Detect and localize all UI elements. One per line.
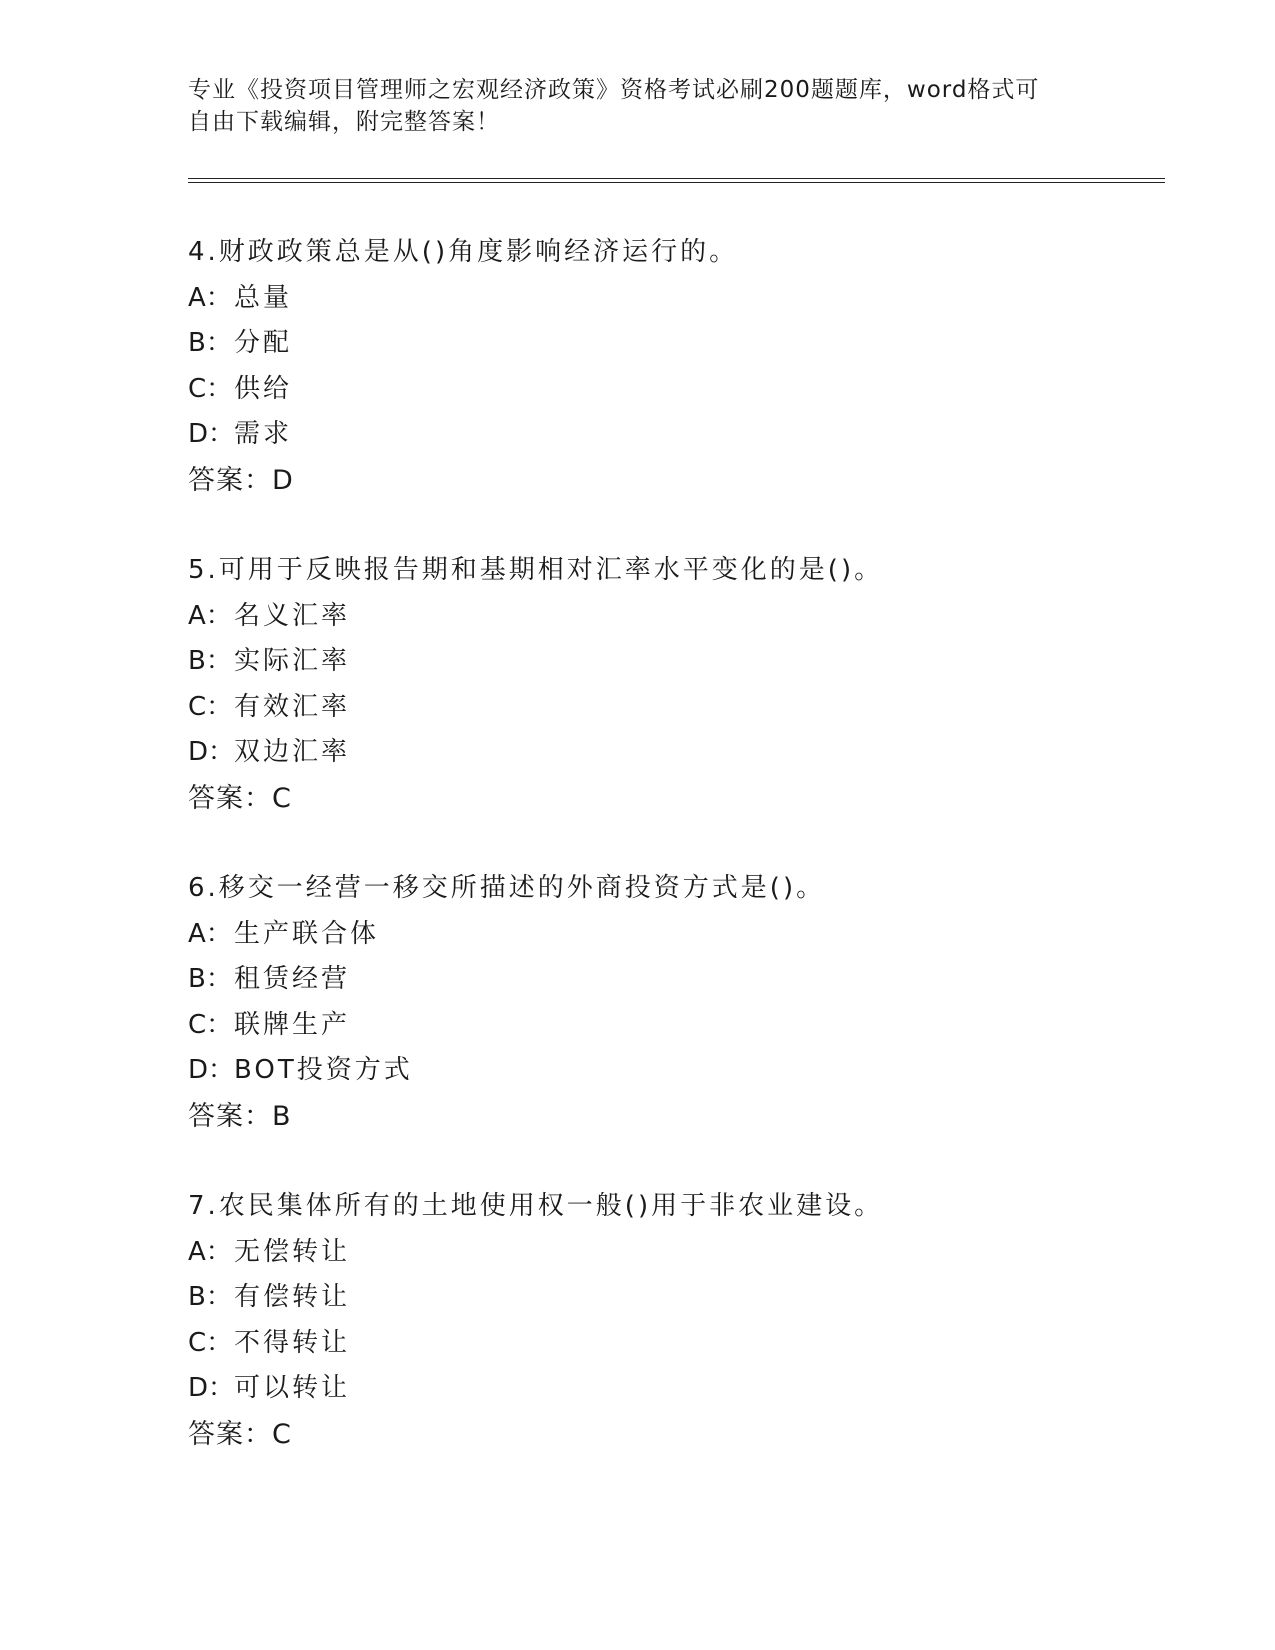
option-key: D： — [188, 737, 235, 767]
option-key: A： — [188, 918, 232, 949]
option-text: 不得转让 — [234, 1327, 351, 1358]
option-b — [188, 1275, 1138, 1321]
option-key: D： — [188, 1055, 235, 1085]
option-text: 有效汇率 — [234, 691, 351, 722]
question-stem: 4.财政政策总是从()角度影响经济运行的。 — [188, 237, 739, 267]
option-b — [188, 957, 1138, 1003]
option-text: 可以转让 — [234, 1373, 351, 1403]
option-d — [188, 412, 1138, 458]
option-key: A： — [188, 600, 232, 631]
option-b — [188, 639, 1138, 685]
document-header — [188, 74, 1088, 138]
option-d — [188, 1048, 1138, 1094]
answer-line: 答案：D — [188, 464, 294, 496]
option-text: 联牌生产 — [234, 1009, 351, 1040]
option-key: C： — [188, 373, 233, 404]
option-text: BOT投资方式 — [234, 1055, 413, 1085]
option-text: 需求 — [234, 419, 293, 449]
option-text: 无偿转让 — [234, 1236, 351, 1267]
answer-line: 答案：C — [188, 1418, 292, 1450]
option-text: 租赁经营 — [234, 964, 351, 994]
option-key: B： — [188, 1282, 232, 1312]
question-block — [188, 866, 1138, 1139]
option-text: 实际汇率 — [234, 646, 351, 676]
question-stem: 6.移交一经营一移交所描述的外商投资方式是()。 — [188, 873, 826, 903]
header-line-2: 自由下载编辑，附完整答案！ — [188, 109, 500, 135]
question-block — [188, 230, 1138, 503]
option-a — [188, 912, 1138, 958]
answer-line: 答案：B — [188, 1100, 292, 1132]
option-a — [188, 1230, 1138, 1276]
option-text: 有偿转让 — [234, 1282, 351, 1312]
option-key: D： — [188, 1373, 235, 1403]
option-text: 总量 — [234, 282, 293, 313]
option-b — [188, 321, 1138, 367]
question-stem: 7.农民集体所有的土地使用权一般()用于非农业建设。 — [188, 1191, 884, 1221]
option-key: B： — [188, 328, 232, 358]
option-c — [188, 1003, 1138, 1049]
question-stem: 5.可用于反映报告期和基期相对汇率水平变化的是()。 — [188, 555, 884, 585]
option-d — [188, 1366, 1138, 1412]
option-a — [188, 276, 1138, 322]
option-key: A： — [188, 282, 232, 313]
option-c — [188, 367, 1138, 413]
option-c — [188, 1321, 1138, 1367]
option-text: 名义汇率 — [234, 600, 351, 631]
option-text: 双边汇率 — [234, 737, 351, 767]
question-block — [188, 548, 1138, 821]
option-key: B： — [188, 646, 232, 676]
header-divider-bottom — [188, 182, 1165, 183]
option-text: 分配 — [234, 328, 293, 358]
option-d — [188, 730, 1138, 776]
question-block — [188, 1184, 1138, 1457]
answer-line: 答案：C — [188, 782, 292, 814]
option-c — [188, 685, 1138, 731]
option-key: C： — [188, 691, 233, 722]
option-text: 供给 — [234, 373, 293, 404]
option-text: 生产联合体 — [234, 918, 380, 949]
option-key: C： — [188, 1327, 233, 1358]
option-key: C： — [188, 1009, 233, 1040]
option-a — [188, 594, 1138, 640]
option-key: A： — [188, 1236, 232, 1267]
header-divider-top — [188, 178, 1165, 179]
option-key: B： — [188, 964, 232, 994]
header-line-1: 专业《投资项目管理师之宏观经济政策》资格考试必刷200题题库，word格式可 — [188, 77, 1040, 103]
option-key: D： — [188, 419, 235, 449]
